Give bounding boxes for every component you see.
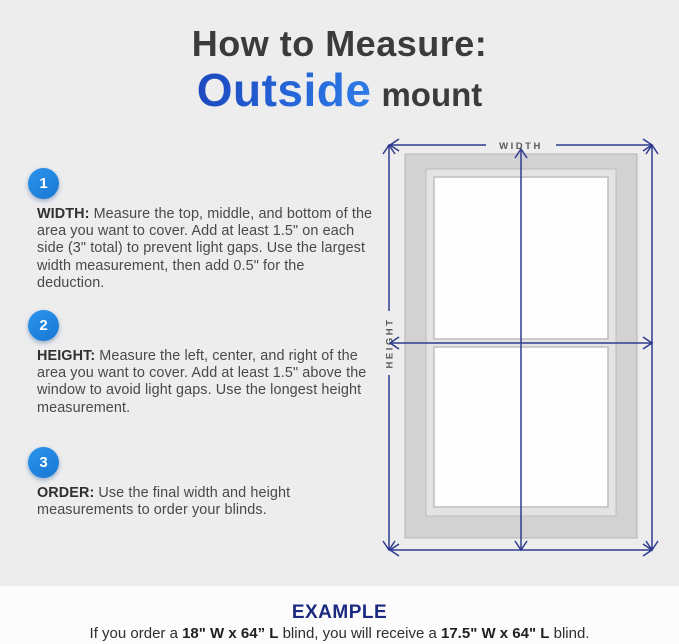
ordered-size: 18" W x 64” L [182,625,279,642]
step-1-body: Measure the top, middle, and bottom of the area you want to cover. Add at least 1.5" on each side (3" total) to prevent light gaps. Use the largest width measurement, then add 0.5" for the deduction. [37,206,373,291]
mount-type-text: Outside [196,64,372,116]
page-title: How to Measure: [191,23,488,64]
step-3-text [37,485,373,519]
example-sentence [0,626,679,643]
height-label: HEIGHT [384,317,396,369]
step-2-label: HEIGHT: [37,348,96,364]
step-3-label: ORDER: [37,485,95,501]
example-middle: blind, you will receive a [278,625,441,642]
example-prefix: If you order a [89,625,183,642]
page-subtitle [0,64,679,116]
width-label: WIDTH [499,141,543,152]
step-1-label: WIDTH: [37,206,90,222]
mount-word-text: mount [381,76,483,113]
step-2-text [37,348,373,417]
received-size: 17.5" W x 64" L [441,625,550,642]
step-width [28,168,373,292]
example-section [0,586,679,644]
step-2-number-badge: 2 [28,310,59,341]
right-height-arrow [646,145,658,550]
step-1-number-badge: 1 [28,168,59,199]
step-order [28,447,373,519]
step-3-number-badge: 3 [28,447,59,478]
example-heading: EXAMPLE [291,602,388,623]
example-suffix: blind. [549,625,590,642]
step-1-text [37,206,373,292]
title-block [0,23,679,116]
step-2-body: Measure the left, center, and right of the area you want to cover. Add at least 1.5" above the window to avoid light gaps. Use the longest height measurement. [37,348,367,416]
step-height [28,310,373,417]
window-measure-diagram [374,128,666,564]
step-3-body: Use the final width and height measurements to order your blinds. [37,485,291,519]
left-height-arrow [381,145,397,550]
